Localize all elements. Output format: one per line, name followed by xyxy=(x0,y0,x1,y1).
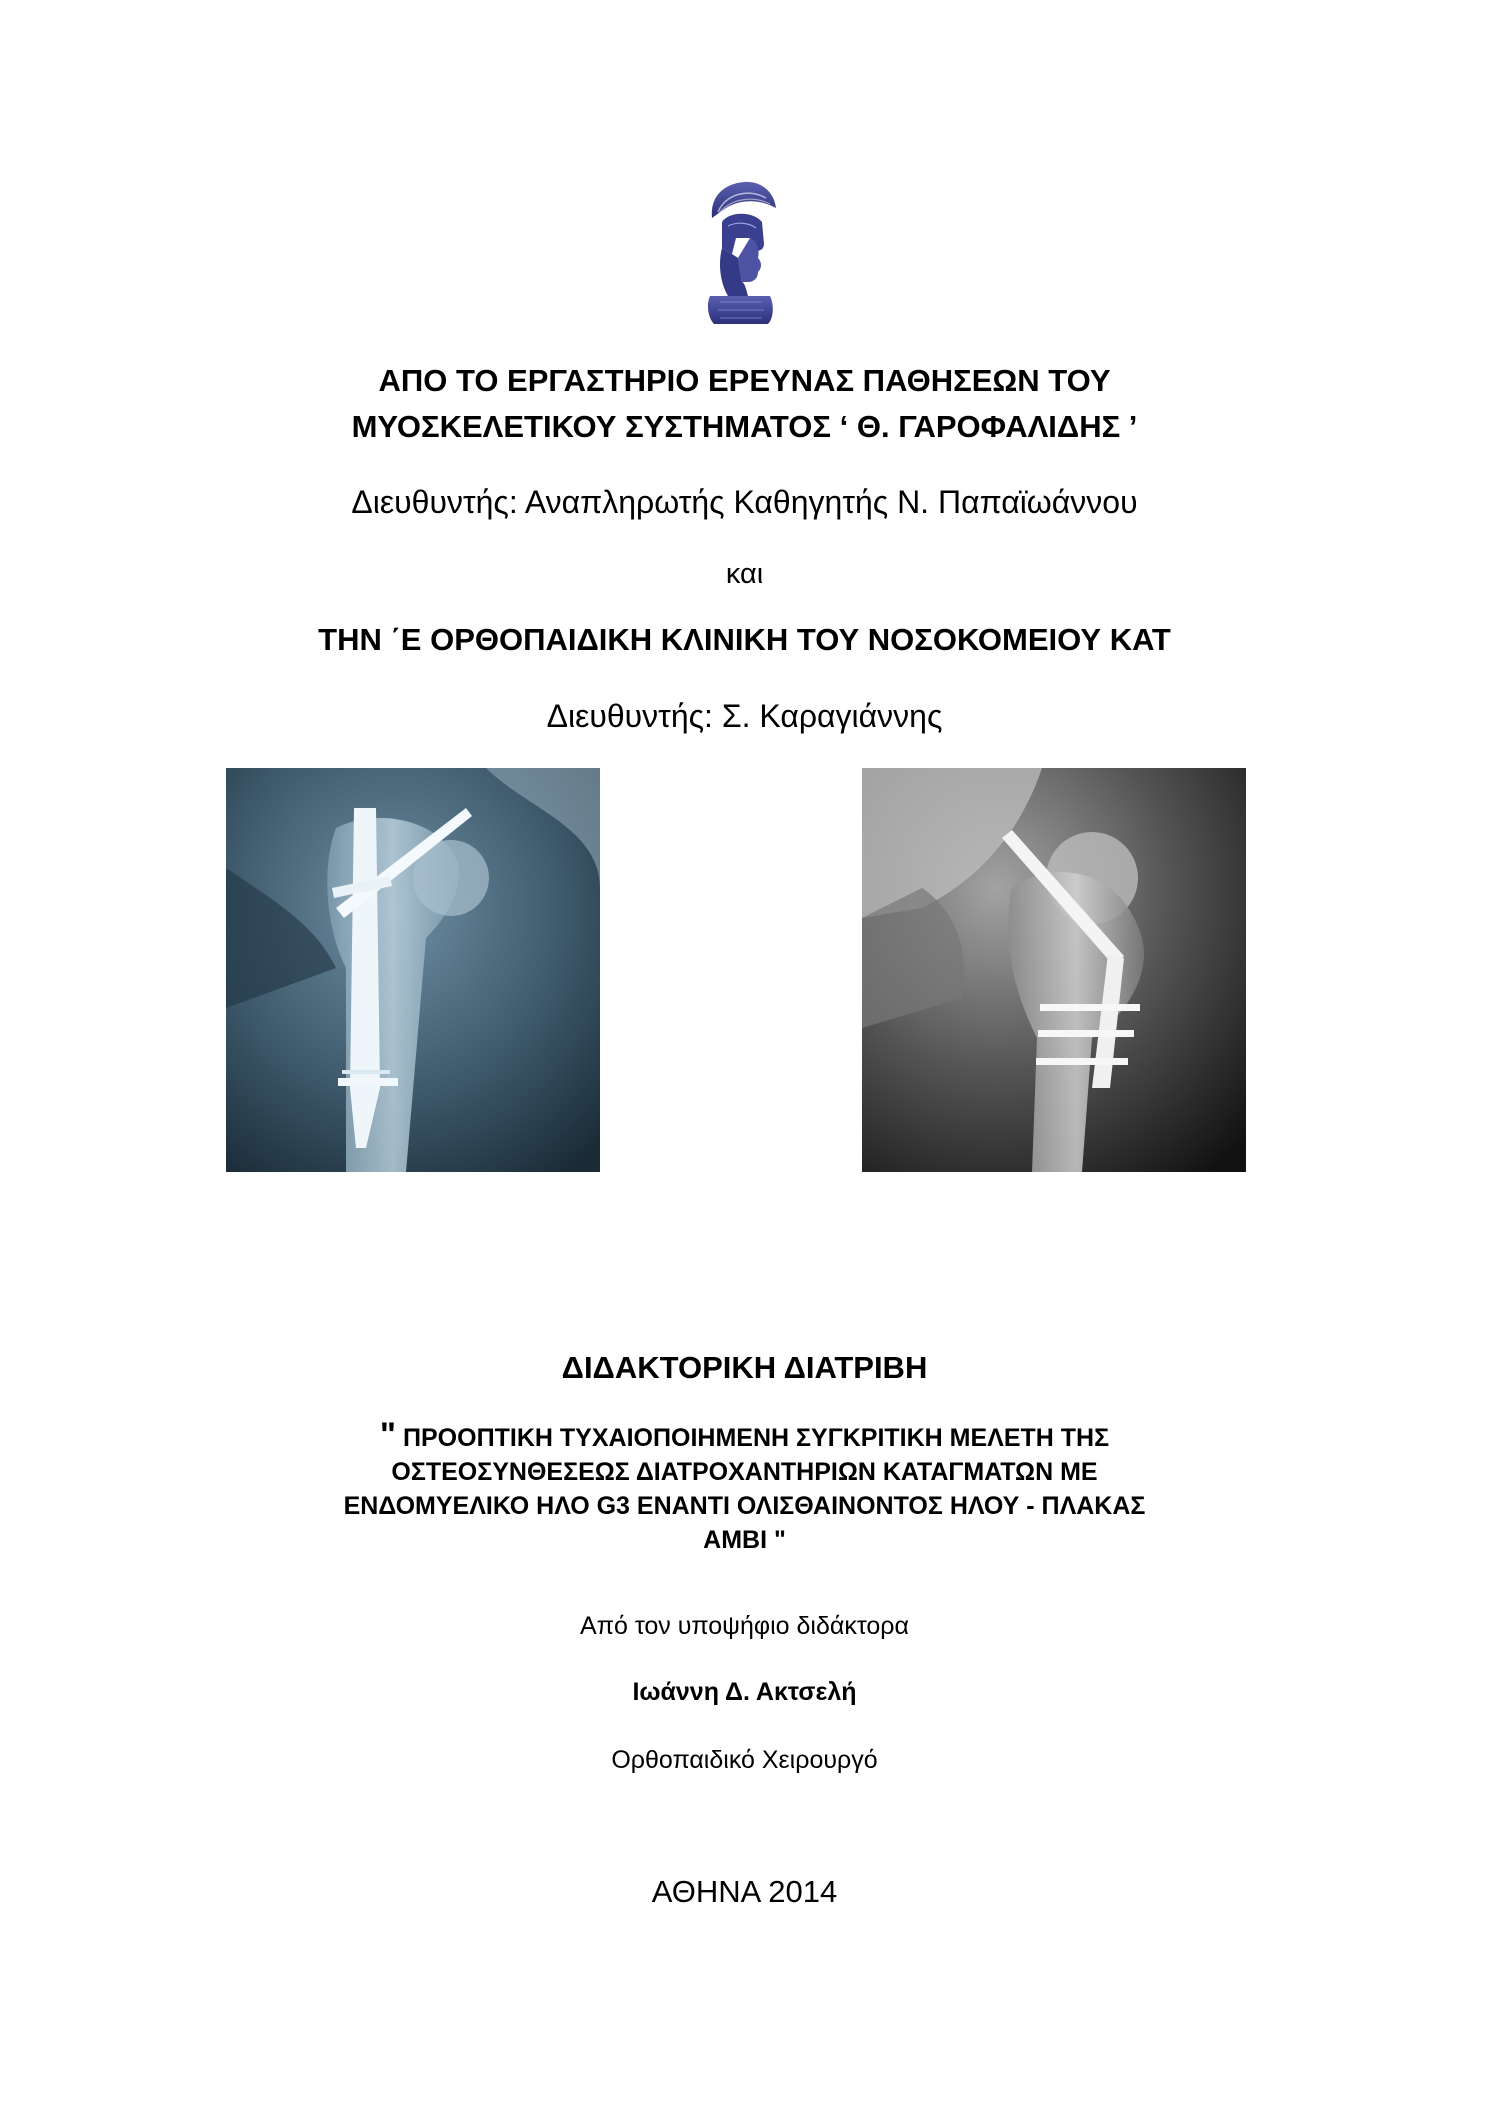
thesis-title-line-1-text: ΠΡΟΟΠΤΙΚΗ ΤΥΧΑΙΟΠΟΙΗΜΕΝΗ ΣΥΓΚΡΙΤΙΚΗ ΜΕΛΕΤΗ ΤΗΣ xyxy=(402,1424,1110,1452)
lab-director: Διευθυντής: Αναπληρωτής Καθηγητής Ν. Παπαϊωάννου xyxy=(351,484,1138,520)
conjunction-text: και xyxy=(725,558,764,590)
thesis-title-line-3: ΕΝΔΟΜΥΕΛΙΚΟ ΗΛΟ G3 ΕΝΑΝΤΙ ΟΛΙΣΘΑΙΝΟΝΤΟΣ ΗΛΟΥ - ΠΛΑΚΑΣ xyxy=(343,1492,1146,1520)
institution-line-2: ΜΥΟΣΚΕΛΕΤΙΚΟΥ ΣΥΣΤΗΜΑΤΟΣ ‘ Θ. ΓΑΡΟΦΑΛΙΔΗΣ ’ xyxy=(351,409,1138,444)
institution-heading xyxy=(0,358,1489,450)
athena-helmet-icon xyxy=(692,178,788,328)
thesis-title-line-2: ΟΣΤΕΟΣΥΝΘΕΣΕΩΣ ΔΙΑΤΡΟΧΑΝΤΗΡΙΩΝ ΚΑΤΑΓΜΑΤΩΝ ΜΕ xyxy=(391,1458,1098,1486)
thesis-type-heading: ΔΙΔΑΚΤΟΡΙΚΗ ΔΙΑΤΡΙΒΗ xyxy=(561,1350,928,1385)
thesis-title xyxy=(0,1418,1489,1557)
clinic-heading: ΤΗΝ ΄Ε ΟΡΘΟΠΑΙΔΙΚΗ ΚΛΙΝΙΚΗ ΤΟΥ ΝΟΣΟΚΟΜΕΙΟΥ ΚΑΤ xyxy=(318,622,1171,657)
thesis-title-line-1 xyxy=(0,1418,1489,1455)
candidate-label: Από τον υποψήφιο διδάκτορα xyxy=(580,1612,909,1640)
xray-sliding-hip-screw-plate-icon xyxy=(862,768,1246,1172)
institution-line-1: ΑΠΟ ΤΟ ΕΡΓΑΣΤΗΡΙΟ ΕΡΕΥΝΑΣ ΠΑΘΗΣΕΩΝ ΤΟΥ xyxy=(378,363,1111,398)
xray-intramedullary-nail-icon xyxy=(226,768,600,1172)
open-quote: " xyxy=(379,1416,396,1454)
city-year: ΑΘΗΝΑ 2014 xyxy=(651,1874,838,1909)
author-role: Ορθοπαιδικό Χειρουργό xyxy=(611,1746,878,1774)
author-name: Ιωάννη Δ. Ακτσελή xyxy=(632,1678,857,1706)
clinic-director: Διευθυντής: Σ. Καραγιάννης xyxy=(546,698,943,734)
thesis-title-line-4: AMBI " xyxy=(703,1526,786,1554)
